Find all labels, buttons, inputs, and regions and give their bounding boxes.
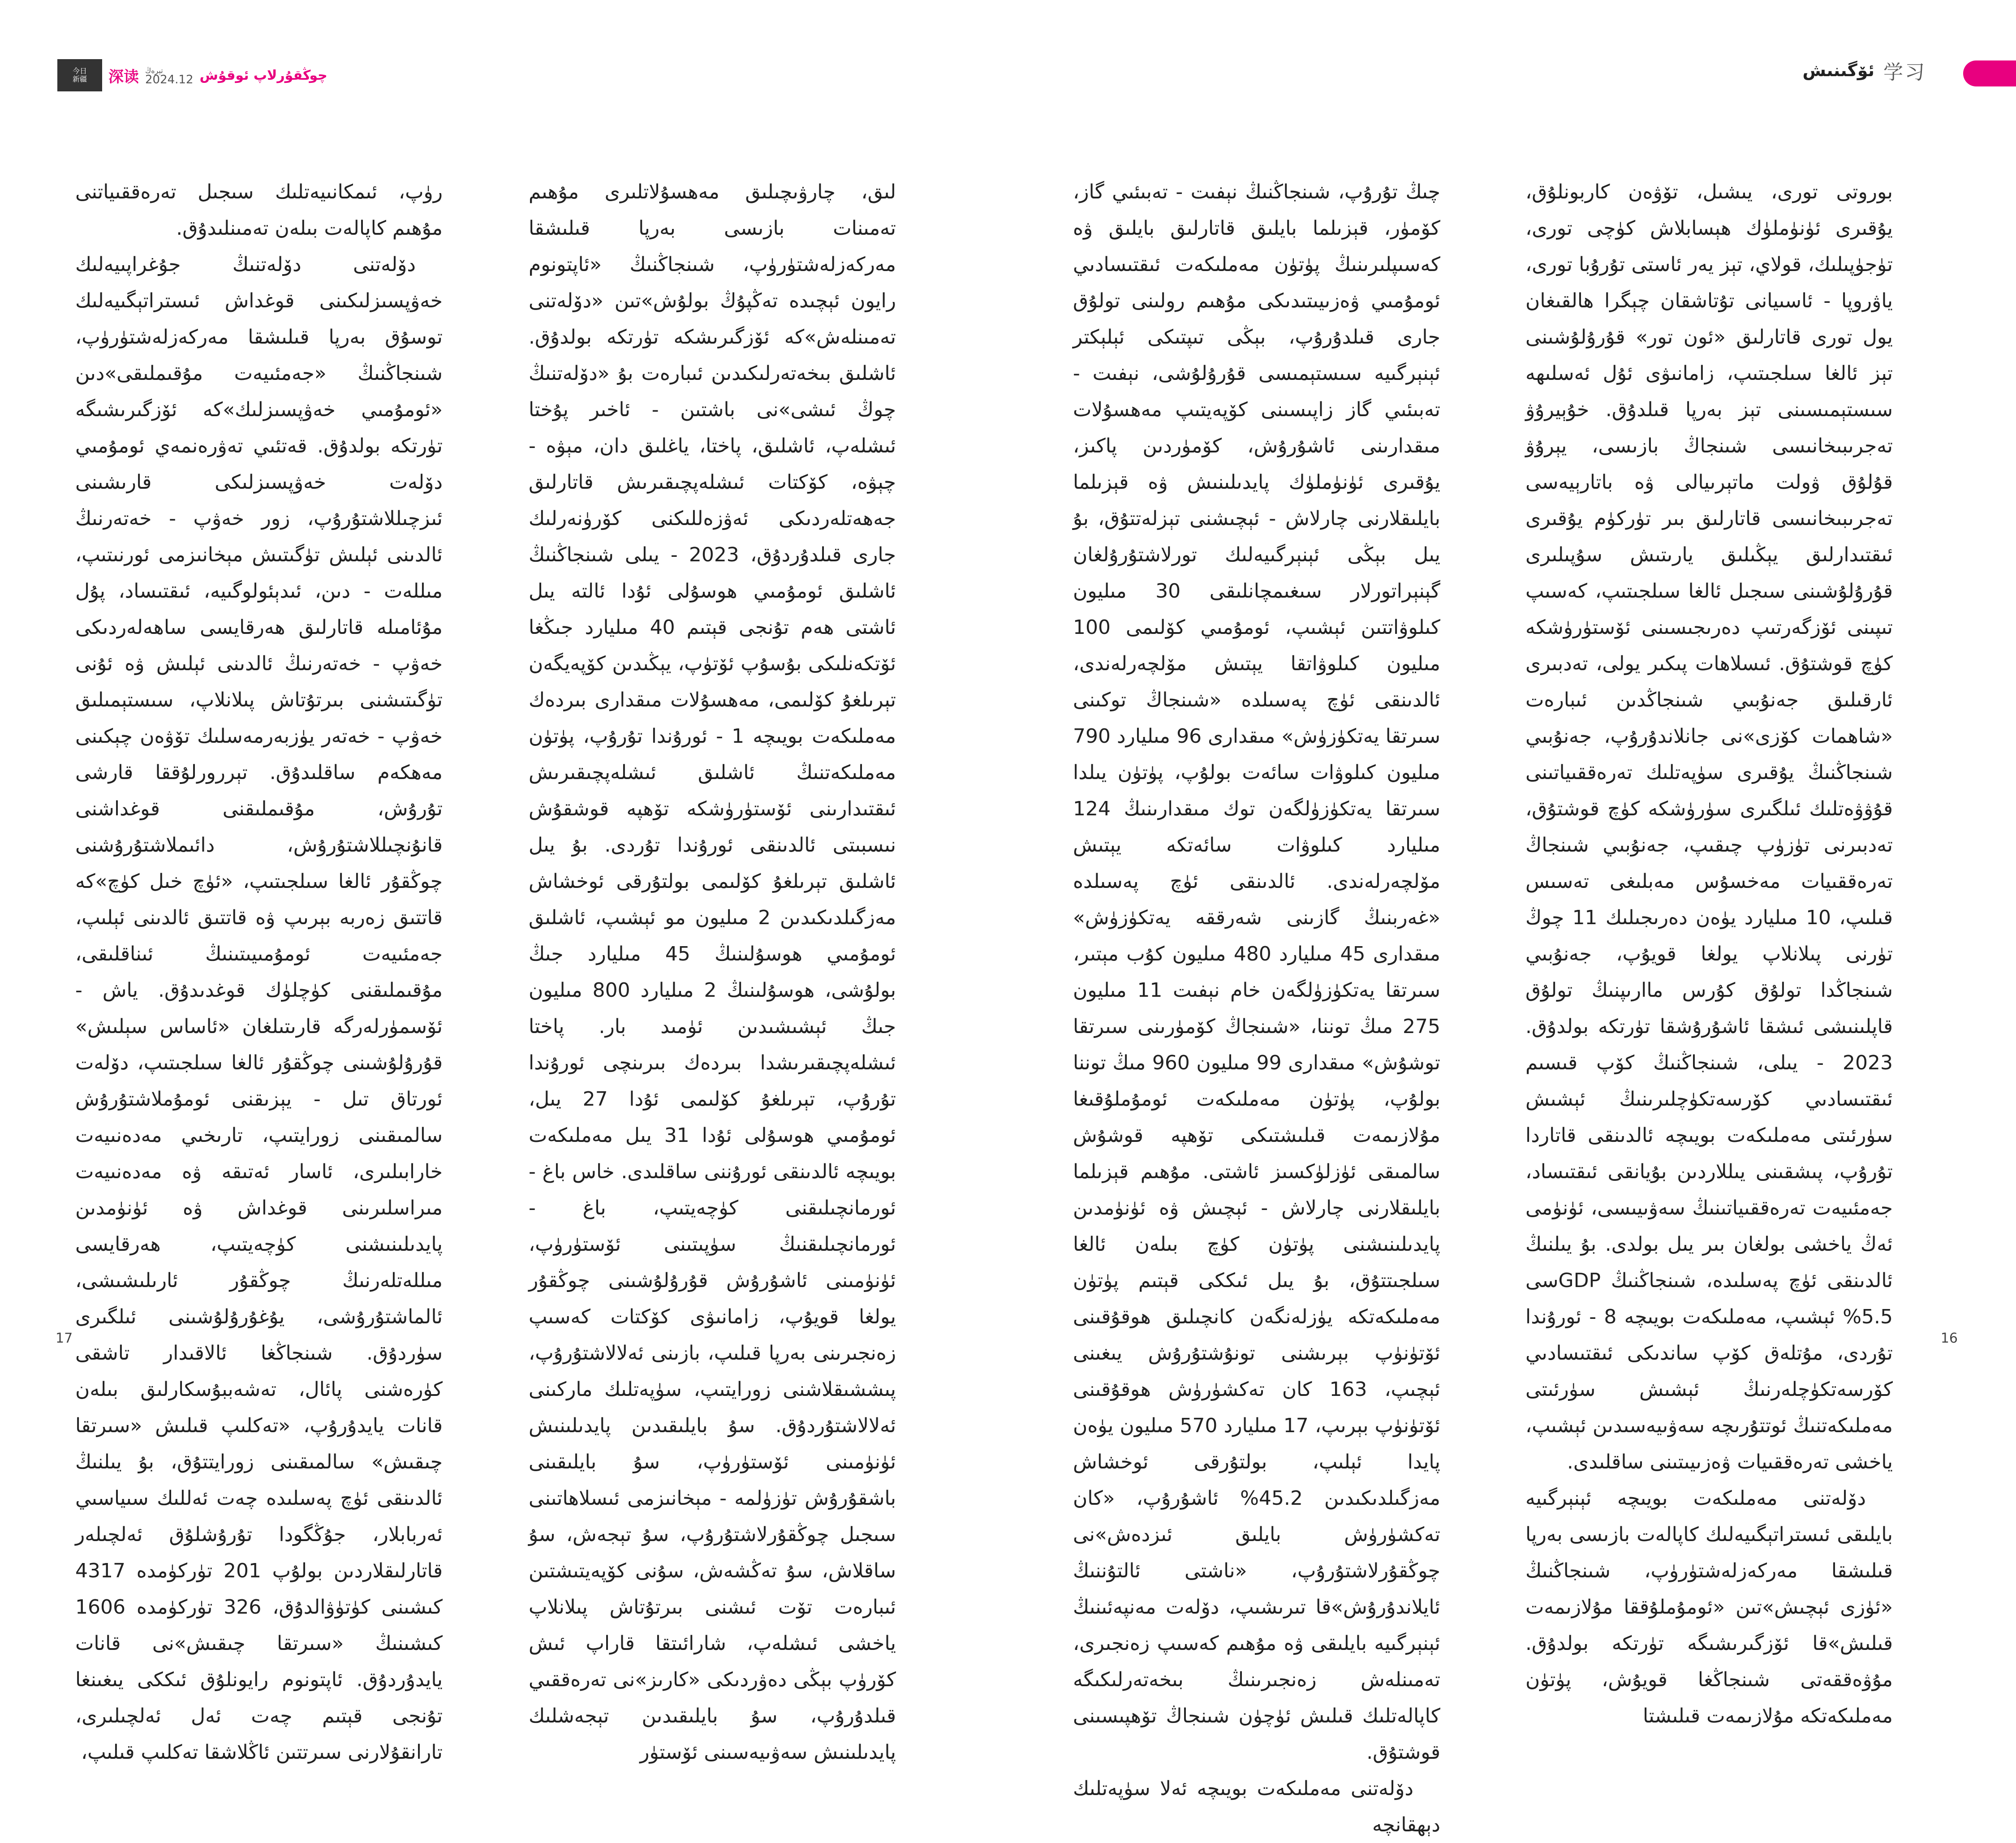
issue-date: 2024.12 [145,73,194,86]
section-tab-marker [1963,60,2016,86]
logo-line1: 今日 [72,67,87,75]
logo-sub-line1: تېرەڭ [145,66,163,75]
page-number-right: 16 [1940,1331,1958,1346]
section-title-cn: 学习 [1883,61,1926,84]
paragraph: دۆلەتنى مەملىكەت بويىچە ئېنېرگىيە بايلىقى ئىستراتېگىيەلىك كاپالەت بازىسى بەرپا قىلىشقا مەركەزلەشتۈرۈپ، شىنجاڭنىڭ «ئۈزى ئېچىش»تىن «ئومۇملۇققا مۇلازىمەت قىلىش»قا ئۆزگىرىشىگە تۈرتكە بولدۇق. مۇۋەققەتى شىنجاڭغا قويۇش، پۈتۈن مەملىكەتكە مۇلازىمەت قىلىشتا [1525,1487,1893,1727]
logo-subtitle [145,66,194,84]
section-header [1803,56,1926,85]
logo-deep-read: 深读 [108,68,139,86]
text-column-2 [1073,174,1440,1836]
paragraph: بوروتى تورى، يىشىل، تۆۋەن كاربونلۇق، يۇقىرى ئۈنۈملۈك ھېسابلاش كۈچى تورى، تۈجۈپىلىك، قولاي، تېز يەر ئاستى تۇرۇبا تورى، ياۋروپا - ئاسىيانى تۇتاشقان چېگرا ھالقىغان يول تورى قاتارلىق «ئون تور» قۇرۇلۇشىنى تېز ئالغا سىلجىتىپ، زامانىۋى ئۇل ئەسلىھە سىستېمىسىنى تېز بەرپا قىلدۇق. خۇېيرۇۋ تەجرىبىخانىسى شىنجاڭ بازىسى، يېرۇۋ قۇلۇق ۋولت ماتېرىيالى ۋە باتارېيەسى تەجرىبىخانىسى قاتارلىق بىر تۈركۈم يۇقىرى ئىقتىدارلىق يېڭىلىق يارىتىش سۇپىلىرى قۇرۇلۇشىنى سىجىل ئالغا سىلجىتىپ، كەسىپ تىپىنى ئۆزگەرتىپ دەرىجىسىنى ئۆستۈرۈشكە كۈچ قوشتۇق. ئىسلاھات پىكىر يولى، تەدبىرى ئارقىلىق جەنۇبىي شىنجاڭدىن ئىبارەت «شاھمات كۆزى»نى جانلاندۇرۇپ، جەنۇبىي شىنجاڭنىڭ يۇقىرى سۈپەتلىك تەرەققىياتىنى قۇۋۋەتلىك ئىلگىرى سۈرۈشكە كۈچ قوشتۇق، تەدبىرنى تۈزۈپ چىقىپ، جەنۇبىي شىنجاڭ تەرەققىيات مەخسۇس مەبلىغى تەسىس قىلىپ، 10 مىليارد يۈەن دەرىجىلىك 11 چوڭ تۈرنى پىلانلاپ يولغا قويۇپ، جەنۇبىي شىنجاڭدا تولۇق كۇرس ماارىپنىڭ تولۇق قاپلىنىشى ئىشقا ئاشۇرۇشقا تۈرتكە بولدۇق. 2023 - يىلى، شىنجاڭنىڭ كۆپ قىسىم ئىقتىسادىي كۆرسەتكۈچلىرىنىڭ ئېشىش سۈرئىتى مەملىكەت بويىچە ئالدىنقى قاتاردا تۇرۇپ، پىشقىنى يىللاردىن بۇيانقى ئىقتىساد، جەمئىيەت تەرەققىياتىنىڭ سەۋىيىسى، ئۈنۈمى ئەڭ ياخشى بولغان بىر يىل بولدى. بۇ يىلنىڭ ئالدىنقى ئۈچ پەسلىدە، شىنجاڭنىڭ GDPسى 5.5% ئېشىپ، مەملىكەت بويىچە 8 - ئورۇندا تۇردى، مۇتلەق كۆپ ساندىكى ئىقتىسادىي كۆرسەتكۈچلەرنىڭ ئېشىش سۈرئىتى مەملىكەتنىڭ ئوتتۇرىچە سەۋىيەسىدىن ئېشىپ، ياخشى تەرەققىيات ۋەزىيىتىنى ساقلىدى. [1525,181,1893,1473]
section-title-ug: ئۆگىنىش [1802,60,1874,80]
paragraph: دۆلەتنى مەملىكەت بويىچە ئەلا سۈپەتلىك دېھقانچە [1073,1777,1440,1836]
paragraph: چىڭ تۇرۇپ، شىنجاڭنىڭ نېفىت - تەبىئىي گاز، كۆمۈر، قېزىلما بايلىق قاتارلىق بايلىق ۋە كەسىپلىرىنىڭ پۈتۈن مەملىكەت ئىقتىسادىي ئومۇمىي ۋەزىيىتىدىكى مۇھىم رولىنى تولۇق جارى قىلدۇرۇپ، بېڭى تىپتىكى ئېلېكتر ئېنېرگىيە سىستېمىسى قۇرۇلۇشى، نېفىت - تەبىئىي گاز زاپىسىنى كۆپەيتىپ مەھسۇلات مىقدارىنى ئاشۇرۇش، كۆمۈردىن پاكىز، يۇقىرى ئۈنۈملۈك پايدىلىنىش ۋە قېزىلما بايلىقلارنى چارلاش - ئېچىشنى تېزلەتتۇق، بۇ يىل بېڭى ئېنېرگىيەلىك تورلاشتۇرۇلغان گېنېراتورلار سىغىمچانلىقى 30 مىليون كىلوۋاتتىن ئېشىپ، ئومۇمىي كۆلىمى 100 مىليون كىلوۋاتقا يېتىش مۆلچەرلەندى، ئالدىنقى ئۈچ پەسىلدە «شىنجاڭ توكىنى سىرتقا يەتكۈزۈش» مىقدارى 96 مىليارد 790 مىليون كىلوۋات سائەت بولۇپ، پۈتۈن يىلدا سىرتقا يەتكۈزۈلگەن توك مىقدارىنىڭ 124 مىليارد كىلوۋات سائەتكە يېتىش مۆلچەرلەندى. ئالدىنقى ئۈچ پەسىلدە «غەربنىڭ گازىنى شەرققە يەتكۈزۈش» مىقدارى 45 مىليارد 480 مىليون كۇب مېتىر، سىرتقا يەتكۈزۈلگەن خام نېفىت 11 مىليون 275 مىڭ توننا، «شىنجاڭ كۆمۈرىنى سىرتقا توشۇش» مىقدارى 99 مىليون 960 مىڭ توننا بولۇپ، پۈتۈن مەملىكەت ئومۇملۇقىغا مۇلازىمەت قىلىشتىكى تۆھپە قوشۇش سالمىقى ئۈزلۈكسىز ئاشتى. مۇھىم قېزىلما بايلىقلارنى چارلاش - ئېچىش ۋە ئۈنۈمدىن پايدىلىنىشنى پۈتۈن كۈچ بىلەن ئالغا سىلجىتتۇق، بۇ يىل ئىككى قېتىم پۈتۈن مەملىكەتكە يۈزلەنگەن كانچىلىق ھوقۇقىنى ئۆتۈنۈپ بېرىشنى تونۇشتۇرۇش يىغىنى ئېچىپ، 163 كان تەكشۈرۈش ھوقۇقىنى ئۆتۈنۈپ بېرىپ، 17 مىليارد 570 مىليون يۈەن پايدا ئېلىپ، بولتۇرقى ئوخشاش مەزگىلدىكىدىن 45.2% ئاشۇرۇپ، «كان تەكشۈرۈش بايلىق ئىزدەش»نى چوڭقۇرلاشتۇرۇپ، «ناشتى ئالتۇننىڭ ئايلاندۇرۇش»قا تىرىشىپ، دۆلەت مەنپەئىنىڭ ئېنېرگىيە بايلىقى ۋە مۇھىم كەسىپ زەنجىرى، تەمىنلەش زەنجىرىنىڭ بىخەتەرلىكىگە كاپالەتلىك قىلىش ئۈچۈن شىنجاڭ تۆھپىسىنى قوشتۇق. [1073,181,1440,1764]
page-number-left: 17 [56,1331,73,1346]
magazine-title: چوڭقۇرلاپ ئوقۇش [199,67,327,83]
paragraph: دۆلەتنى دۆلەتنىڭ جۇغراپىيەلىك خەۋپسىزلىكىنى قوغداش ئىستراتېگىيەلىك توسۇق بەرپا قىلىشقا مەركەزلەشتۈرۈپ، شىنجاڭنىڭ «جەمئىيەت مۇقىملىقى»دىن «ئومۇمىي خەۋپسىزلىك»كە ئۆزگىرىشىگە تۈرتكە بولدۇق. قەتئىي تەۋرەنمەي ئومۇمىي دۆلەت خەۋپسىزلىكى قارىشىنى ئىزچىللاشتۇرۇپ، زور خەۋپ - خەتەرنىڭ ئالدىنى ئېلىش تۈگىتىش مېخانىزمى ئورنىتىپ، مىللەت - دىن، ئىدېئولوگىيە، ئىقتىساد، پۇل مۇئامىلە قاتارلىق ھەرقايسى ساھەلەردىكى خەۋپ - خەتەرنىڭ ئالدىنى ئېلىش ۋە ئۇنى تۈگىتىشنى بىرتۇتاش پىلانلاپ، سىستېمىلىق خەۋپ - خەتەر يۈزبەرمەسلىك تۆۋەن چېكىنى مەھكەم ساقلىدۇق. تېررورلۇققا قارشى تۇرۇش، مۇقىملىقنى قوغداشنى قانۇنچىللاشتۇرۇش، دائىملاشتۇرۇشنى چوڭقۇر ئالغا سىلجىتىپ، «ئۈچ خىل كۈچ»كە قاتتىق زەربە بېرىپ ۋە قاتتىق ئالدىنى ئېلىپ، جەمئىيەت ئومۇمىيىتىنىڭ ئىناقلىقى، مۇقىملىقنى كۈچلۈك قوغدىدۇق. ياش - ئۆسمۈرلەرگە قارىتىلغان «ئاساس سېلىش» قۇرۇلۇشىنى چوڭقۇر ئالغا سىلجىتىپ، دۆلەت ئورتاق تىل - يېزىقنى ئومۇملاشتۇرۇش سالمىقىنى زورايتىپ، تارىخىي مەدەنىيەت خارابىلىرى، ئاسار ئەتىقە ۋە مەدەنىيەت مىراسلىرىنى قوغداش ۋە ئۈنۈمدىن پايدىلىنىشنى كۈچەيتىپ، ھەرقايسى مىللەتلەرنىڭ چوڭقۇر ئارىلىشىشى، ئالماشتۇرۇشى، يۇغۇرۇلۇشىنى ئىلگىرى سۈردۇق. شىنجاڭغا ئالاقىدار تاشقى كۈرەشنى پائال، تەشەببۇسكارلىق بىلەن قانات يايدۇرۇپ، «تەكلىپ قىلىش «سىرتقا چىقىش» سالمىقىنى زورايتتۇق، بۇ يىلنىڭ ئالدىنقى ئۈچ پەسلىدە چەت ئەللىك سىياسىي ئەربابلار، جۇڭگودا تۇرۇشلۇق ئەلچىلەر قاتارلىقلاردىن بولۇپ 201 تۈركۈمدە 4317 كىشىنى كۈتۈۋالدۇق، 326 تۈركۈمدە 1606 كىشىنىڭ «سىرتقا چىقىش»نى قانات يايدۇردۇق. ئاپتونوم رايونلۇق ئىككى يىغىنغا تۇنجى قېتىم چەت ئەل ئەلچىلىرى، تارانقۇلارنى سىرتتىن ئاڭلاشقا تەكلىپ قىلىپ، [75,253,443,1764]
text-column-1 [1525,174,1893,1727]
magazine-header [57,57,327,93]
paragraph: لىق، چارۋىچىلىق مەھسۇلاتلىرى مۇھىم تەمىنات بازىسى بەرپا قىلىشقا مەركەزلەشتۈرۈپ، شىنجاڭنىڭ «ئاپتونوم رايون ئېچىدە تەڭپۇڭ بولۇش»تىن «دۆلەتنى تەمىنلەش»كە ئۆزگىرىشكە تۈرتكە بولدۇق. ئاشلىق بىخەتەرلىكىدىن ئىبارەت بۇ «دۆلەتنىڭ چوڭ ئىشى»نى باشتىن - ئاخىر پۇختا ئىشلەپ، ئاشلىق، پاختا، ياغلىق دان، مېۋە - چېۋە، كۆكتات ئىشلەپچىقىرىش قاتارلىق جەھەتلەردىكى ئەۋزەللىكنى كۆرۈنەرلىك جارى قىلدۇردۇق، 2023 - يىلى شىنجاڭنىڭ ئاشلىق ئومۇمىي ھوسۇلى ئۇدا ئالتە يىل ئاشتى ھەم تۇنجى قېتىم 40 مىليارد جىڭغا ئۆتكەنلىكى بۇسۇپ ئۆتۈپ، يېڭىدىن كۆپەيگەن تېرىلغۇ كۆلىمى، مەھسۇلات مىقدارى بىردەك مەملىكەت بويىچە 1 - ئورۇندا تۇرۇپ، پۈتۈن مەملىكەتنىڭ ئاشلىق ئىشلەپچىقىرىش ئىقتىدارىنى ئۆستۈرۈشكە تۆھپە قوشقۇش نىسبىتى ئالدىنقى ئورۇندا تۇردى. بۇ يىل ئاشلىق تېرىلغۇ كۆلىمى بولتۇرقى ئوخشاش مەزگىلدىكىدىن 2 مىليون مو ئېشىپ، ئاشلىق ئومۇمىي ھوسۇلىنىڭ 45 مىليارد جىڭ بولۇشى، ھوسۇلىنىڭ 2 مىليارد 800 مىليون جىڭ ئېشىشىدىن ئۈمىد بار. پاختا ئىشلەپچىقىرىشدا بىردەك بىرىنچى ئورۇندا تۇرۇپ، تېرىلغۇ كۆلىمى ئۇدا 27 يىل، ئومۇمىي ھوسۇلى ئۇدا 31 يىل مەملىكەت بويىچە ئالدىنقى ئورۇننى ساقلىدى. خاس باغ - ئورمانچىلىقنى كۈچەيتىپ، باغ - ئورمانچىلىقنىڭ سۈپىتىنى ئۆستۈرۈپ، ئۈنۈمىنى ئاشۇرۇش قۇرۇلۇشىنى چوڭقۇر يولغا قويۇپ، زامانىۋى كۆكتات كەسىپ زەنجىرىنى بەرپا قىلىپ، بازىنى ئەلالاشتۇرۇپ، پىششىقلاشنى زورايتىپ، سۈپەتلىك ماركىنى ئەلالاشتۇردۇق. سۇ بايلىقىدىن پايدىلىنىش ئۈنۈمىنى ئۆستۈرۈپ، سۇ بايلىقىنى باشقۇرۇش تۈزۈلمە - مېخانىزمى ئىسلاھاتىنى سىجىل چوڭقۇرلاشتۇرۇپ، سۇ تېجەش، سۇ ساقلاش، سۇ تەڭشەش، سۇنى كۆپەيتىشتىن ئىبارەت تۆت ئىشنى بىرتۇتاش پىلانلاپ ياخشى ئىشلەپ، شارائىتقا قاراپ ئىش كۆرۈپ بېڭى دەۋردىكى «كارىز»نى تەرەققىي قىلدۇرۇپ، سۇ بايلىقىدىن تېجەشلىك پايدىلىنىش سەۋىيەسىنى ئۆستۈر [529,181,896,1764]
magazine-logo [57,59,102,91]
logo-line2: 新疆 [72,75,87,83]
paragraph: رۈپ، ئىمكانىيەتلىك سىجىل تەرەققىياتنى مۇھىم كاپالەت بىلەن تەمىنلىدۇق. [75,181,443,240]
text-column-4 [75,174,443,1764]
text-column-3 [529,174,896,1764]
